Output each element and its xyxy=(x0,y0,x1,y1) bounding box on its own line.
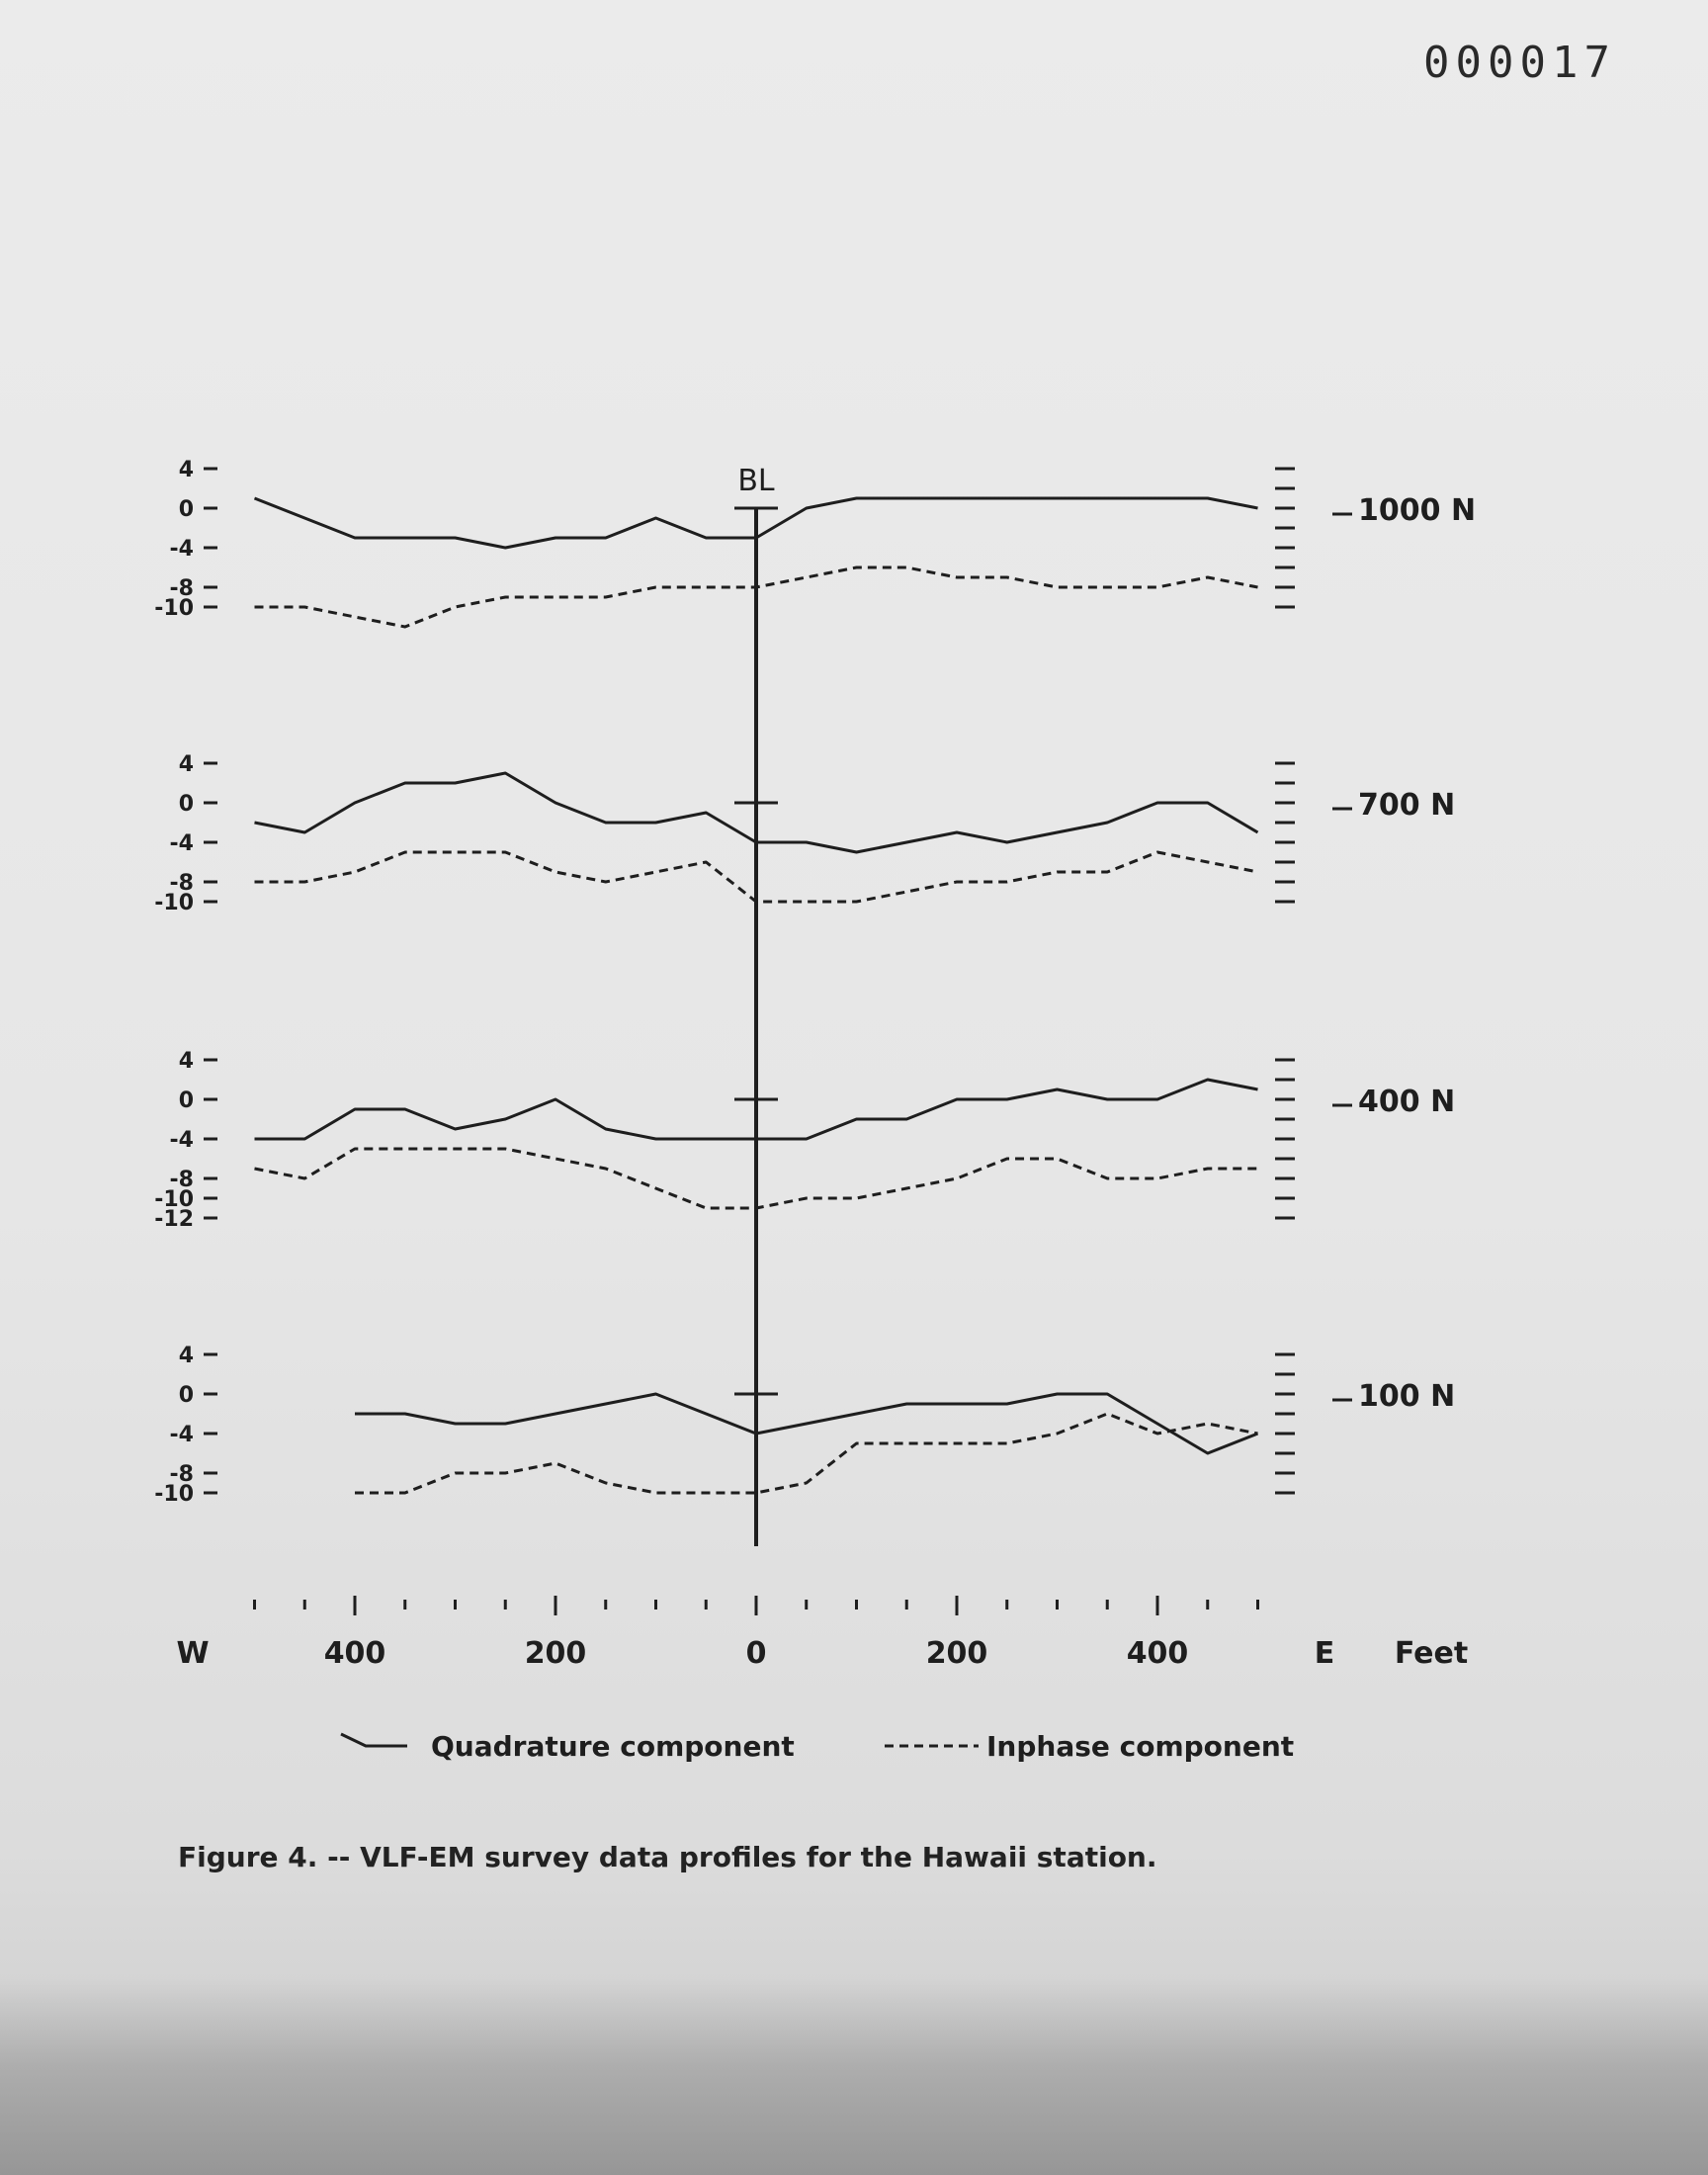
profile-line-label: 400 N xyxy=(1358,1085,1456,1119)
x-west-label: W xyxy=(176,1636,210,1671)
x-east-label: E xyxy=(1314,1636,1335,1671)
y-tick-label: -8 xyxy=(169,576,194,601)
legend-solid-swatch xyxy=(341,1734,407,1746)
legend-inphase-label: Inphase component xyxy=(986,1730,1295,1763)
x-tick-label: 400 xyxy=(323,1636,386,1671)
y-tick-label: -4 xyxy=(169,1128,194,1153)
y-tick-label: 0 xyxy=(178,1088,194,1113)
y-tick-label: -4 xyxy=(169,1423,194,1447)
x-tick-label: 400 xyxy=(1126,1636,1189,1671)
y-tick-label: -10 xyxy=(154,891,194,915)
profile-line-label: 100 N xyxy=(1358,1379,1456,1414)
x-tick-label: 200 xyxy=(524,1636,587,1671)
quadrature-series-line xyxy=(355,1394,1258,1453)
y-tick-label: 4 xyxy=(178,458,194,482)
y-tick-label: -8 xyxy=(169,1462,194,1487)
y-tick-label: -4 xyxy=(169,537,194,562)
figure-caption: Figure 4. -- VLF-EM survey data profiles for the Hawaii station. xyxy=(178,1841,1157,1873)
y-tick-label: -4 xyxy=(169,831,194,856)
baseline-label: BL xyxy=(737,464,775,498)
y-tick-label: -8 xyxy=(169,1168,194,1192)
y-tick-label: 4 xyxy=(178,752,194,777)
legend-quadrature-label: Quadrature component xyxy=(431,1730,795,1763)
y-tick-label: -10 xyxy=(154,596,194,621)
y-tick-label: -12 xyxy=(154,1207,194,1232)
y-tick-label: 0 xyxy=(178,1383,194,1408)
x-tick-label: 0 xyxy=(745,1636,767,1671)
x-tick-label: 200 xyxy=(925,1636,988,1671)
x-unit-label: Feet xyxy=(1394,1636,1469,1671)
y-tick-label: -10 xyxy=(154,1187,194,1212)
inphase-series-line xyxy=(355,1414,1258,1493)
y-tick-label: 0 xyxy=(178,497,194,522)
y-tick-label: 4 xyxy=(178,1049,194,1074)
y-tick-label: -10 xyxy=(154,1482,194,1507)
y-tick-label: 0 xyxy=(178,792,194,817)
document-number: 000017 xyxy=(1423,38,1616,88)
profile-line-label: 700 N xyxy=(1358,788,1456,823)
y-tick-label: -8 xyxy=(169,871,194,896)
profile-line-label: 1000 N xyxy=(1358,493,1477,528)
y-tick-label: 4 xyxy=(178,1344,194,1368)
